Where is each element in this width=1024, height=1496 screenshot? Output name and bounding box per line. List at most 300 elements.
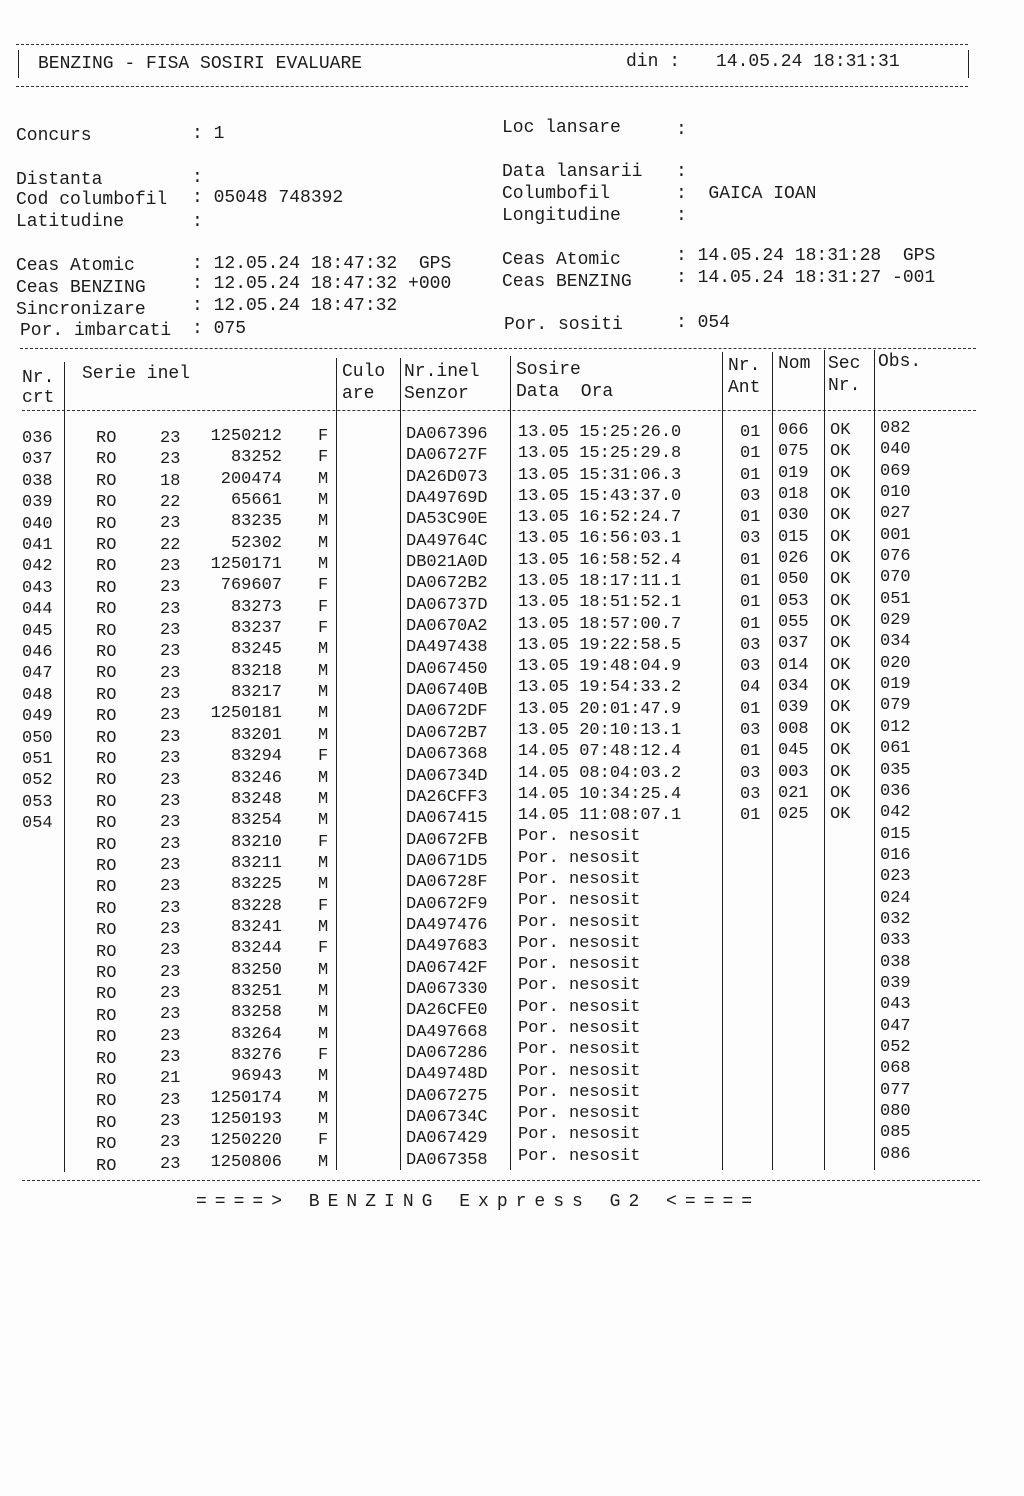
cell-tara: RO: [96, 835, 117, 855]
cell-an: 23: [160, 450, 181, 470]
col-divider: [772, 352, 773, 1170]
cell-nr: 83241: [230, 917, 282, 937]
col-header-nrcrt: Nr.: [22, 368, 55, 388]
cell-tara: RO: [96, 1028, 117, 1048]
cell-obs: 019: [880, 675, 911, 695]
cell-nr: 83245: [230, 640, 282, 660]
cell-nr: 83225: [230, 875, 282, 895]
cell-ant: 01: [740, 699, 761, 719]
cell-sex: M: [318, 555, 329, 574]
cell-sex: M: [318, 1088, 329, 1108]
ceas-atomic-end-label: Ceas Atomic: [502, 250, 621, 270]
cell-sec: OK: [830, 570, 851, 590]
cell-senzor: DA497668: [406, 1022, 488, 1042]
cell-sosire: 13.05 18:51:52.1: [518, 593, 682, 613]
cell-sex: M: [318, 789, 329, 809]
cell-tara: RO: [96, 664, 117, 684]
col-header-nrinel-2: Senzor: [404, 384, 469, 404]
cell-sec: OK: [830, 591, 851, 611]
cell-ant: 01: [740, 508, 761, 528]
cell-crt: 036: [22, 429, 53, 448]
cell-sosire: Por. nesosit: [518, 827, 641, 847]
cell-sex: M: [318, 725, 329, 745]
col-header-nrant-2: Ant: [728, 378, 761, 398]
cell-sosire: 13.05 15:31:06.3: [518, 465, 682, 485]
cell-nom: 075: [778, 442, 809, 462]
cell-sosire: 14.05 07:48:12.4: [518, 742, 682, 762]
cell-senzor: DA49748D: [406, 1065, 488, 1085]
cell-an: 23: [160, 727, 181, 747]
col-divider: [336, 358, 337, 1170]
cell-sosire: Por. nesosit: [518, 1040, 641, 1060]
col-divider: [510, 356, 511, 1170]
cell-nom: 034: [778, 677, 809, 697]
cell-tara: RO: [96, 878, 117, 898]
cell-sex: M: [318, 683, 329, 703]
cell-obs: 027: [880, 504, 911, 524]
cell-tara: RO: [96, 1006, 117, 1026]
cell-obs: 086: [880, 1144, 911, 1164]
cell-an: 23: [160, 941, 181, 961]
cell-obs: 043: [880, 995, 911, 1015]
cell-nr: 83252: [230, 448, 282, 468]
cell-nom: 003: [778, 762, 809, 782]
cell-senzor: DA53C90E: [406, 510, 488, 530]
cell-an: 23: [160, 1154, 181, 1174]
cell-tara: RO: [96, 471, 117, 491]
cell-tara: RO: [96, 750, 117, 769]
cell-obs: 016: [880, 845, 911, 865]
col-divider: [874, 350, 875, 1170]
cell-senzor: DA067368: [406, 745, 488, 765]
cell-an: 23: [160, 1090, 181, 1110]
cell-sec: OK: [830, 506, 851, 526]
cell-an: 23: [160, 983, 181, 1003]
data-lansarii-label: Data lansarii: [502, 162, 643, 182]
cell-tara: RO: [96, 578, 117, 598]
cell-nr: 83244: [230, 939, 282, 959]
cell-an: 23: [160, 706, 181, 726]
cell-tara: RO: [96, 985, 117, 1005]
cell-an: 23: [160, 557, 181, 576]
cell-ant: 01: [740, 423, 761, 442]
header-top-rule: [16, 44, 968, 45]
cell-obs: 082: [880, 419, 911, 438]
cell-sex: M: [318, 512, 329, 532]
cell-nr: 83228: [230, 896, 282, 916]
cell-sex: F: [318, 939, 329, 959]
cell-crt: 038: [22, 471, 53, 491]
cell-obs: 069: [880, 461, 911, 481]
cell-tara: RO: [96, 536, 117, 555]
cell-crt: 048: [22, 685, 53, 705]
cell-tara: RO: [96, 728, 117, 748]
cell-ant: 03: [740, 784, 761, 804]
cell-sosire: Por. nesosit: [518, 1104, 641, 1123]
cell-ant: 01: [740, 444, 761, 464]
cell-tara: RO: [96, 429, 117, 448]
col-divider: [400, 358, 401, 1170]
cell-tara: RO: [96, 1113, 117, 1133]
cell-sex: M: [318, 811, 329, 831]
cell-nr: 1250212: [210, 427, 282, 446]
cell-nr: 83201: [230, 725, 282, 745]
cell-crt: 053: [22, 792, 53, 812]
cell-nom: 066: [778, 421, 809, 440]
cell-crt: 039: [22, 493, 53, 513]
cell-nr: 65661: [230, 491, 282, 510]
cell-ant: 01: [740, 742, 761, 762]
cell-obs: 033: [880, 931, 911, 951]
cell-sosire: Por. nesosit: [518, 976, 641, 996]
concurs-value: : 1: [192, 124, 225, 144]
latitudine-label: Latitudine: [16, 212, 125, 232]
cell-sec: OK: [830, 655, 851, 675]
footer-banner: ====> BENZING Express G2 <====: [196, 1192, 761, 1212]
cell-nom: 039: [778, 698, 809, 718]
cell-sex: F: [318, 747, 329, 767]
cell-nr: 1250174: [210, 1088, 282, 1108]
cell-senzor: DA0671D5: [406, 851, 488, 871]
cell-sec: OK: [830, 549, 851, 568]
cell-senzor: DA06728F: [406, 873, 488, 893]
cell-tara: RO: [96, 1135, 117, 1155]
cell-senzor: DA49769D: [406, 489, 488, 508]
col-header-culoare-2: are: [342, 384, 375, 404]
cell-sex: M: [318, 768, 329, 788]
cell-nom: 050: [778, 570, 809, 590]
cell-tara: RO: [96, 557, 117, 577]
cell-obs: 038: [880, 952, 911, 972]
col-header-serie: Serie inel: [82, 364, 191, 384]
table-bottom-rule: [22, 1180, 980, 1181]
cell-sec: OK: [830, 634, 851, 654]
cell-tara: RO: [96, 621, 117, 641]
cell-nr: 96943: [230, 1067, 282, 1087]
cell-obs: 070: [880, 568, 911, 588]
cell-tara: RO: [96, 857, 117, 876]
cell-senzor: DA0672B7: [406, 723, 488, 743]
cell-senzor: DA067396: [406, 425, 488, 444]
latitudine-value: :: [192, 212, 203, 232]
cell-nr: 83254: [230, 811, 282, 831]
cell-sex: M: [318, 1024, 329, 1044]
ceas-atomic-start-label: Ceas Atomic: [16, 256, 135, 276]
cell-sec: OK: [830, 762, 851, 782]
cell-crt: 045: [22, 621, 53, 641]
cell-sex: M: [318, 981, 329, 1001]
cell-sec: OK: [830, 527, 851, 547]
ceas-atomic-end-value: : 14.05.24 18:31:28 GPS: [676, 246, 936, 266]
cell-senzor: DA067275: [406, 1086, 488, 1106]
cell-senzor: DA0670A2: [406, 617, 488, 637]
cell-ant: 01: [740, 550, 761, 570]
cell-sex: M: [318, 1109, 329, 1129]
cell-an: 23: [160, 877, 181, 897]
cell-sec: OK: [830, 442, 851, 462]
cell-tara: RO: [96, 643, 117, 662]
cell-sec: OK: [830, 485, 851, 504]
report-date: 14.05.24 18:31:31: [716, 52, 900, 72]
report-date-label: din :: [626, 52, 681, 72]
cod-columbofil-value: : 05048 748392: [192, 188, 344, 208]
col-header-sosire-2: Data Ora: [516, 382, 614, 402]
cell-an: 23: [160, 749, 181, 769]
col-header-nom: Nom: [778, 354, 811, 374]
cell-sex: M: [318, 875, 329, 895]
cell-obs: 085: [880, 1123, 911, 1143]
cell-crt: 047: [22, 664, 53, 684]
cell-an: 23: [160, 514, 181, 534]
cell-obs: 042: [880, 803, 911, 823]
cell-sec: OK: [830, 677, 851, 697]
cell-sec: OK: [830, 719, 851, 739]
cell-senzor: DA49764C: [406, 531, 488, 551]
cell-ant: 03: [740, 529, 761, 549]
cell-crt: 051: [22, 750, 53, 769]
cell-obs: 036: [880, 781, 911, 801]
cell-nr: 83276: [230, 1045, 282, 1065]
cell-obs: 020: [880, 653, 911, 673]
cell-nr: 83248: [230, 789, 282, 809]
cell-obs: 051: [880, 589, 911, 609]
cell-nr: 83250: [230, 960, 282, 980]
cell-tara: RO: [96, 964, 117, 983]
col-divider: [64, 362, 65, 1172]
cell-crt: 054: [22, 814, 53, 834]
cell-sosire: Por. nesosit: [518, 1082, 641, 1102]
cell-sex: M: [318, 661, 329, 681]
cell-an: 23: [160, 962, 181, 982]
cell-nom: 045: [778, 741, 809, 761]
cell-sosire: Por. nesosit: [518, 1125, 641, 1145]
cell-senzor: DA0672DF: [406, 702, 488, 722]
cell-nr: 1250193: [210, 1109, 282, 1129]
cell-tara: RO: [96, 942, 117, 962]
col-header-sec-2: Nr.: [828, 376, 861, 396]
cell-obs: 012: [880, 717, 911, 737]
cell-nr: 1250806: [210, 1152, 282, 1172]
cell-senzor: DA06734C: [406, 1107, 488, 1127]
cell-tara: RO: [96, 685, 117, 705]
cell-sex: M: [318, 704, 329, 724]
cell-sex: M: [318, 960, 329, 980]
cell-ant: 03: [740, 721, 761, 740]
cell-an: 23: [160, 770, 181, 790]
cell-nr: 83217: [230, 683, 282, 703]
cell-an: 23: [160, 1111, 181, 1131]
col-divider: [722, 352, 723, 1170]
cell-an: 22: [160, 535, 181, 555]
porumbei-sositi-label: Por. sositi: [504, 315, 623, 335]
cell-obs: 077: [880, 1080, 911, 1100]
cell-an: 23: [160, 578, 181, 598]
cell-ant: 03: [740, 657, 761, 677]
cell-senzor: DA26CFE0: [406, 1001, 488, 1021]
cell-sec: OK: [830, 613, 851, 633]
cell-an: 23: [160, 1026, 181, 1046]
cell-senzor: DA497683: [406, 937, 488, 957]
cell-sex: M: [318, 853, 329, 873]
cell-tara: RO: [96, 792, 117, 812]
longitudine-label: Longitudine: [502, 206, 621, 226]
cell-ant: 03: [740, 486, 761, 506]
sincronizare-value: : 12.05.24 18:47:32: [192, 296, 398, 316]
cell-sosire: 14.05 08:04:03.2: [518, 763, 682, 783]
cell-nr: 1250171: [210, 555, 282, 574]
cell-an: 23: [160, 791, 181, 811]
cell-an: 23: [160, 855, 181, 875]
header-right-border: [968, 50, 969, 78]
cell-obs: 040: [880, 440, 911, 460]
cell-nom: 008: [778, 719, 809, 739]
cell-an: 23: [160, 663, 181, 683]
cell-sec: OK: [830, 421, 851, 440]
cell-obs: 029: [880, 611, 911, 631]
table-top-rule: [20, 348, 976, 349]
cell-sosire: 13.05 15:25:29.8: [518, 444, 682, 464]
cell-crt: 044: [22, 600, 53, 620]
cell-sosire: 13.05 15:25:26.0: [518, 423, 682, 442]
cell-sosire: Por. nesosit: [518, 1061, 641, 1081]
cell-sosire: 13.05 15:43:37.0: [518, 486, 682, 506]
cell-ant: 01: [740, 572, 761, 591]
loc-lansare-label: Loc lansare: [502, 118, 621, 138]
cell-ant: 01: [740, 593, 761, 613]
cell-tara: RO: [96, 771, 117, 791]
cell-sosire: 14.05 11:08:07.1: [518, 806, 682, 826]
cell-sosire: 13.05 19:22:58.5: [518, 635, 682, 655]
cell-obs: 068: [880, 1059, 911, 1079]
cell-obs: 039: [880, 973, 911, 993]
cell-nom: 015: [778, 527, 809, 547]
cell-sex: M: [318, 1152, 329, 1172]
col-header-obs: Obs.: [878, 352, 922, 372]
cell-sosire: Por. nesosit: [518, 933, 641, 953]
cell-senzor: DA06727F: [406, 446, 488, 466]
cell-sosire: Por. nesosit: [518, 869, 641, 889]
cell-nom: 026: [778, 549, 809, 568]
cell-tara: RO: [96, 450, 117, 470]
col-header-sosire: Sosire: [516, 360, 581, 380]
cell-sex: M: [318, 1003, 329, 1023]
cell-senzor: DA06742F: [406, 958, 488, 978]
col-header-sec: Sec: [828, 354, 861, 374]
cod-columbofil-label: Cod columbofil: [16, 190, 168, 210]
cell-nom: 030: [778, 506, 809, 526]
cell-senzor: DA0672B2: [406, 574, 488, 594]
cell-sosire: 13.05 20:01:47.9: [518, 699, 682, 719]
cell-ant: 01: [740, 465, 761, 485]
cell-tara: RO: [96, 1049, 117, 1069]
cell-obs: 052: [880, 1037, 911, 1057]
cell-nr: 83210: [230, 832, 282, 852]
cell-crt: 042: [22, 557, 53, 577]
cell-sosire: 13.05 18:17:11.1: [518, 572, 682, 591]
loc-lansare-value: :: [676, 120, 687, 140]
cell-sex: F: [318, 448, 329, 468]
col-header-nrcrt-2: crt: [22, 388, 55, 408]
cell-sex: F: [318, 832, 329, 852]
cell-nom: 019: [778, 463, 809, 483]
cell-tara: RO: [96, 899, 117, 919]
cell-nr: 83251: [230, 981, 282, 1001]
cell-nr: 1250181: [210, 704, 282, 724]
cell-sex: M: [318, 917, 329, 937]
cell-sex: F: [318, 619, 329, 639]
longitudine-value: :: [676, 206, 687, 226]
cell-sosire: Por. nesosit: [518, 1018, 641, 1038]
cell-sec: OK: [830, 741, 851, 761]
cell-sec: OK: [830, 463, 851, 483]
sincronizare-label: Sincronizare: [16, 300, 146, 320]
cell-ant: 01: [740, 806, 761, 826]
cell-sosire: 13.05 18:57:00.7: [518, 614, 682, 634]
cell-sex: F: [318, 896, 329, 916]
cell-sex: F: [318, 576, 329, 596]
cell-sex: M: [318, 469, 329, 489]
cell-sec: OK: [830, 698, 851, 718]
ceas-atomic-start-value: : 12.05.24 18:47:32 GPS: [192, 254, 452, 274]
cell-nr: 83246: [230, 768, 282, 788]
cell-crt: 050: [22, 728, 53, 748]
cell-an: 23: [160, 919, 181, 939]
cell-tara: RO: [96, 707, 117, 727]
cell-senzor: DA26D073: [406, 467, 488, 487]
cell-crt: 040: [22, 514, 53, 534]
cell-crt: 043: [22, 578, 53, 598]
ceas-benzing-end-label: Ceas BENZING: [502, 272, 632, 292]
cell-senzor: DA067415: [406, 809, 488, 829]
cell-an: 23: [160, 642, 181, 662]
cell-crt: 052: [22, 771, 53, 791]
porumbei-imbarcati-label: Por. imbarcati: [20, 321, 172, 341]
cell-senzor: DA06734D: [406, 766, 488, 786]
cell-nr: 83273: [230, 597, 282, 617]
cell-obs: 023: [880, 867, 911, 887]
report-title: BENZING - FISA SOSIRI EVALUARE: [38, 54, 363, 74]
cell-crt: 041: [22, 536, 53, 555]
cell-an: 22: [160, 493, 181, 512]
cell-an: 23: [160, 685, 181, 705]
cell-nr: 83258: [230, 1003, 282, 1023]
cell-nom: 021: [778, 783, 809, 803]
cell-sec: OK: [830, 783, 851, 803]
cell-senzor: DA067358: [406, 1150, 488, 1170]
cell-obs: 015: [880, 824, 911, 844]
cell-obs: 032: [880, 909, 911, 929]
cell-an: 18: [160, 471, 181, 491]
col-divider: [824, 350, 825, 1170]
cell-sex: F: [318, 427, 329, 446]
cell-senzor: DA067330: [406, 979, 488, 999]
cell-sosire: 13.05 16:56:03.1: [518, 529, 682, 549]
cell-tara: RO: [96, 1071, 117, 1090]
cell-nr: 83237: [230, 619, 282, 639]
cell-an: 23: [160, 834, 181, 854]
cell-an: 23: [160, 599, 181, 619]
header-left-border: [18, 50, 19, 78]
cell-obs: 079: [880, 696, 911, 716]
cell-tara: RO: [96, 493, 117, 513]
cell-ant: 01: [740, 614, 761, 634]
distanta-value: :: [192, 168, 203, 188]
data-lansarii-value: :: [676, 162, 687, 182]
cell-sex: F: [318, 1045, 329, 1065]
concurs-label: Concurs: [16, 126, 92, 146]
cell-tara: RO: [96, 1156, 117, 1176]
cell-an: 21: [160, 1069, 181, 1089]
